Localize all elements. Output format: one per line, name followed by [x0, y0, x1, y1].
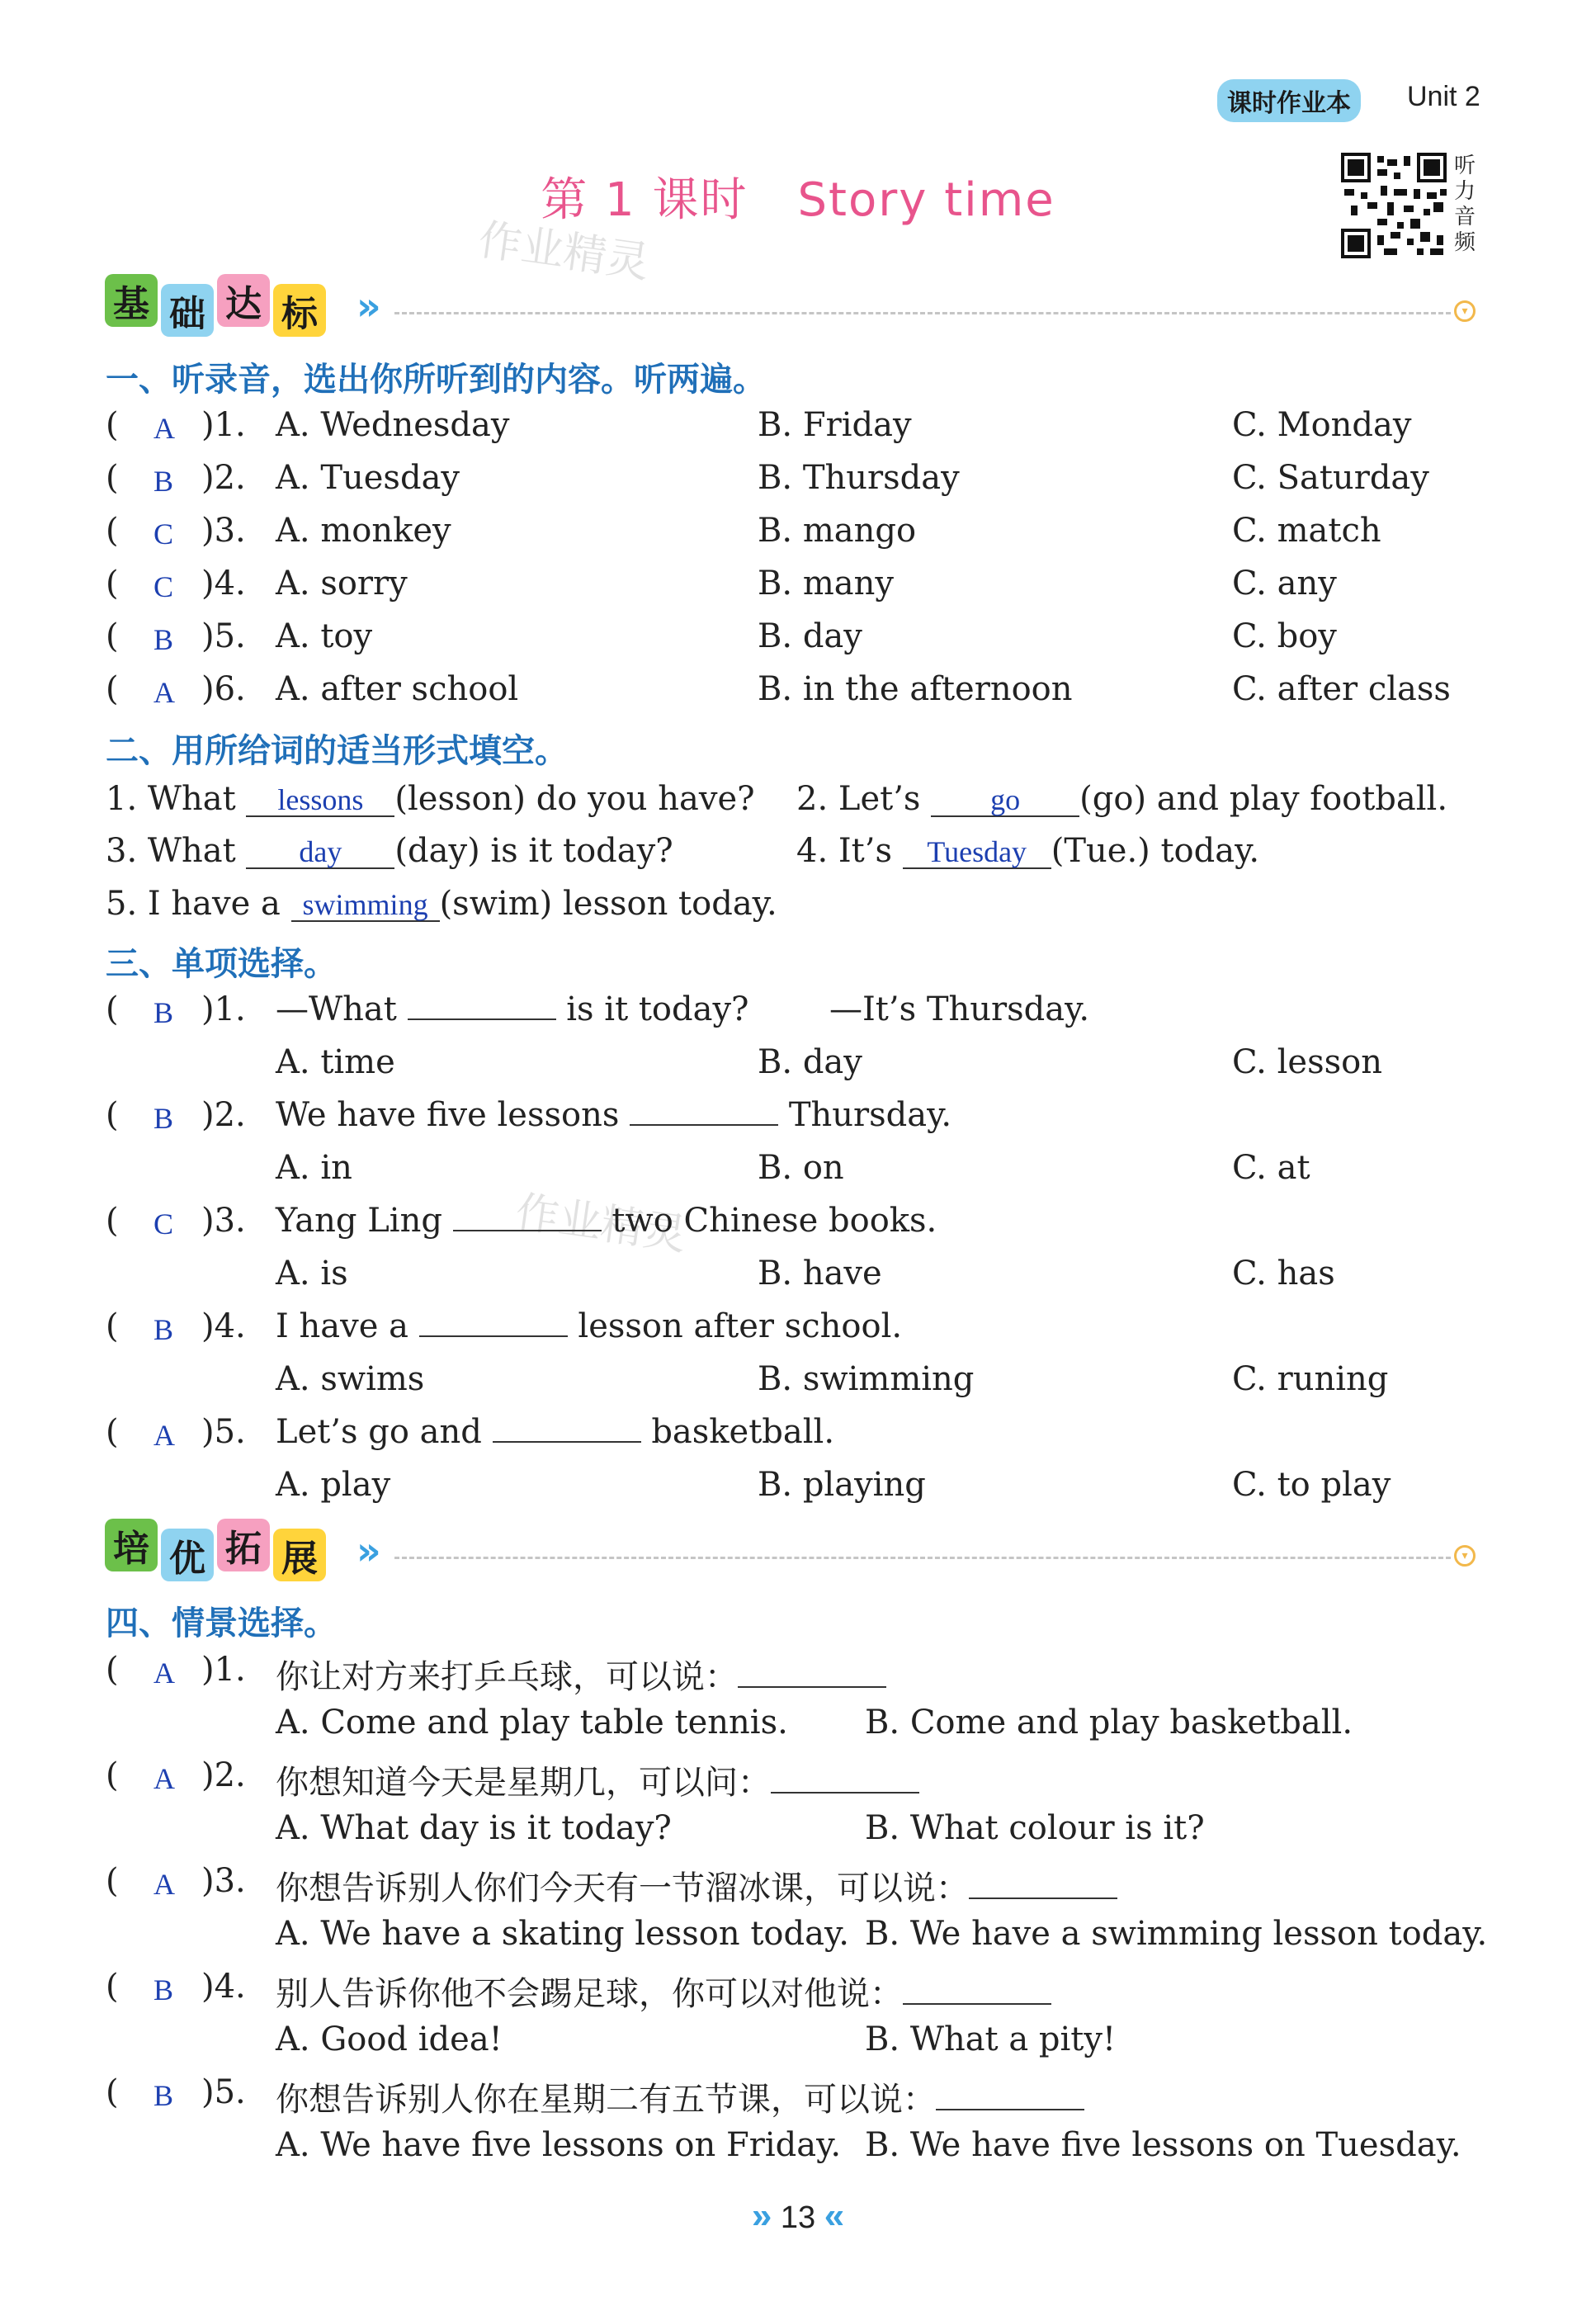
list-item: ( — [106, 512, 119, 550]
answer: B — [153, 2079, 174, 2112]
header-badge: 课时作业本 — [1217, 79, 1361, 122]
section-1-heading: 一、听录音，选出你所听到的内容。听两遍。 — [106, 361, 766, 399]
list-item: ( — [106, 1096, 119, 1134]
list-item: ( — [106, 670, 119, 708]
list-item: ( — [106, 1862, 119, 1900]
list-item: ( — [106, 1413, 119, 1451]
answer-blank — [936, 2081, 1084, 2110]
listen-audio-label[interactable]: 听 力 音 频 — [1454, 154, 1476, 255]
list-item: ( — [106, 1202, 119, 1240]
worksheet-page: 课时作业本 Unit 2 第 1 课时 Story time 作业精灵 作业精灵 听 力 音 频 基 础 达 标 » ▾ 一、听录音，选出你所听到的内容。听两遍。 ( A )1. A. Wednesday B. Friday C. Monday ( B )2. A. Tuesday B. Thursday C. Saturday ( C )3. A. monkey B. mango C. match ( C )4. A. sorry B. many C. any ( B )5. A. toy B. day C. boy ( A )6. A. after school B. in the afternoon C. after class 二、用所给词的适当形式填空。 1. What lessons (lesson) do you have? 2. Let’s go (go) and play football. 3. What day (day) is it today? 4. It’s Tuesday (Tue.) today. 5. I have a swimming (swim) lesson today. 三、单项选择。 ( B )1. —What is it today? —It’s Thursday. A. time B. day C. lesson ( B )2. We have five lessons Thursday. A. in B. on C. at ( C )3. Yang Ling two Chinese books. A. is B. have C. has ( B )4. I have a lesson after school. A. swims B. swimming C. runing ( A )5. Let’s go and basketball. A. play B. playing C. to play 培 优 拓 展 » ▾ 四、情景选择。 ( A )1. 你让对方来打乒乓球，可以说： A. Come and play table tennis. B. Come and play basketball. ( A )2. 你想知道今天是星期几，可以问： A. What day is it today? B. What colour is it? ( A )3. 你想告诉别人你们今天有一节溜冰课，可以说： A. We have a skating lesson today. B. We have a swimming lesson today. ( B )4. 别人告诉你他不会踢足球，你可以对他说： A. Good idea! B. What a pity! ( B )5. 你想告诉别人你在星期二有五节课，可以说： A. We have five lessons on Friday. B. We have five lessons on Tuesday. » 13 « — [0, 0, 1596, 2311]
answer: A — [153, 1419, 175, 1452]
chevron-left-icon: « — [824, 2195, 845, 2236]
answer: A — [153, 1656, 175, 1690]
answer-blank: lessons — [246, 784, 394, 817]
answer-blank: go — [931, 784, 1079, 817]
banner-basic: 基 础 达 标 — [105, 279, 326, 332]
watermark: 作业精灵 — [475, 215, 653, 289]
page-number: » 13 « — [751, 2195, 845, 2236]
title-lesson: 第 1 课时 — [541, 173, 748, 227]
list-item: ( — [106, 990, 119, 1028]
answer-blank — [969, 1869, 1117, 1899]
section-4-heading: 四、情景选择。 — [106, 1604, 337, 1642]
answer: B — [153, 623, 174, 656]
divider — [394, 1557, 1451, 1559]
answer: B — [153, 465, 174, 498]
answer-blank — [771, 1764, 919, 1794]
answer: B — [153, 1102, 174, 1135]
fill-question-2: 2. Let’s go (go) and play football. — [796, 780, 1448, 818]
section-3-heading: 三、单项选择。 — [106, 945, 337, 983]
answer: C — [153, 517, 174, 551]
answer-blank — [419, 1307, 568, 1337]
answer: C — [153, 1207, 174, 1241]
answer-blank: day — [246, 836, 394, 869]
answer: A — [153, 1868, 175, 1901]
banner-advanced: 培 优 拓 展 — [105, 1524, 326, 1576]
fill-question-3: 3. What day (day) is it today? — [106, 832, 673, 870]
answer-blank: Tuesday — [903, 836, 1051, 869]
watermark-2: 作业精灵 — [512, 1187, 690, 1261]
answer: A — [153, 412, 175, 445]
qr-code-icon[interactable] — [1341, 153, 1447, 258]
section-2-heading: 二、用所给词的适当形式填空。 — [106, 732, 568, 770]
answer-blank — [630, 1096, 778, 1126]
answer-blank — [453, 1202, 602, 1231]
fill-question-5: 5. I have a swimming (swim) lesson today. — [106, 885, 777, 923]
answer-blank — [493, 1413, 641, 1443]
list-item: ( — [106, 1307, 119, 1345]
fill-question-4: 4. It’s Tuesday (Tue.) today. — [796, 832, 1260, 870]
answer: C — [153, 570, 174, 603]
list-item: ( — [106, 617, 119, 655]
list-item: ( — [106, 459, 119, 497]
answer: B — [153, 1973, 174, 2006]
title-story: Story time — [797, 173, 1055, 227]
unit-label: Unit 2 — [1407, 81, 1480, 112]
chevron-down-icon: ▾ — [1454, 300, 1476, 322]
chevron-right-icon: » — [357, 284, 381, 328]
chevron-right-icon: » — [751, 2195, 772, 2236]
answer-blank — [903, 1975, 1051, 2005]
list-item: ( — [106, 406, 119, 444]
answer-blank — [408, 990, 556, 1020]
answer: A — [153, 1762, 175, 1795]
list-item: ( — [106, 2073, 119, 2111]
list-item: ( — [106, 565, 119, 603]
answer: B — [153, 996, 174, 1029]
chevron-right-icon: » — [357, 1529, 381, 1573]
list-item: ( — [106, 1968, 119, 2006]
answer-blank: swimming — [291, 889, 440, 922]
divider — [394, 312, 1451, 314]
list-item: ( — [106, 1651, 119, 1689]
answer-blank — [738, 1658, 886, 1688]
answer: A — [153, 676, 175, 709]
answer: B — [153, 1313, 174, 1346]
fill-question-1: 1. What lessons (lesson) do you have? — [106, 780, 755, 818]
list-item: ( — [106, 1756, 119, 1794]
chevron-down-icon: ▾ — [1454, 1545, 1476, 1567]
